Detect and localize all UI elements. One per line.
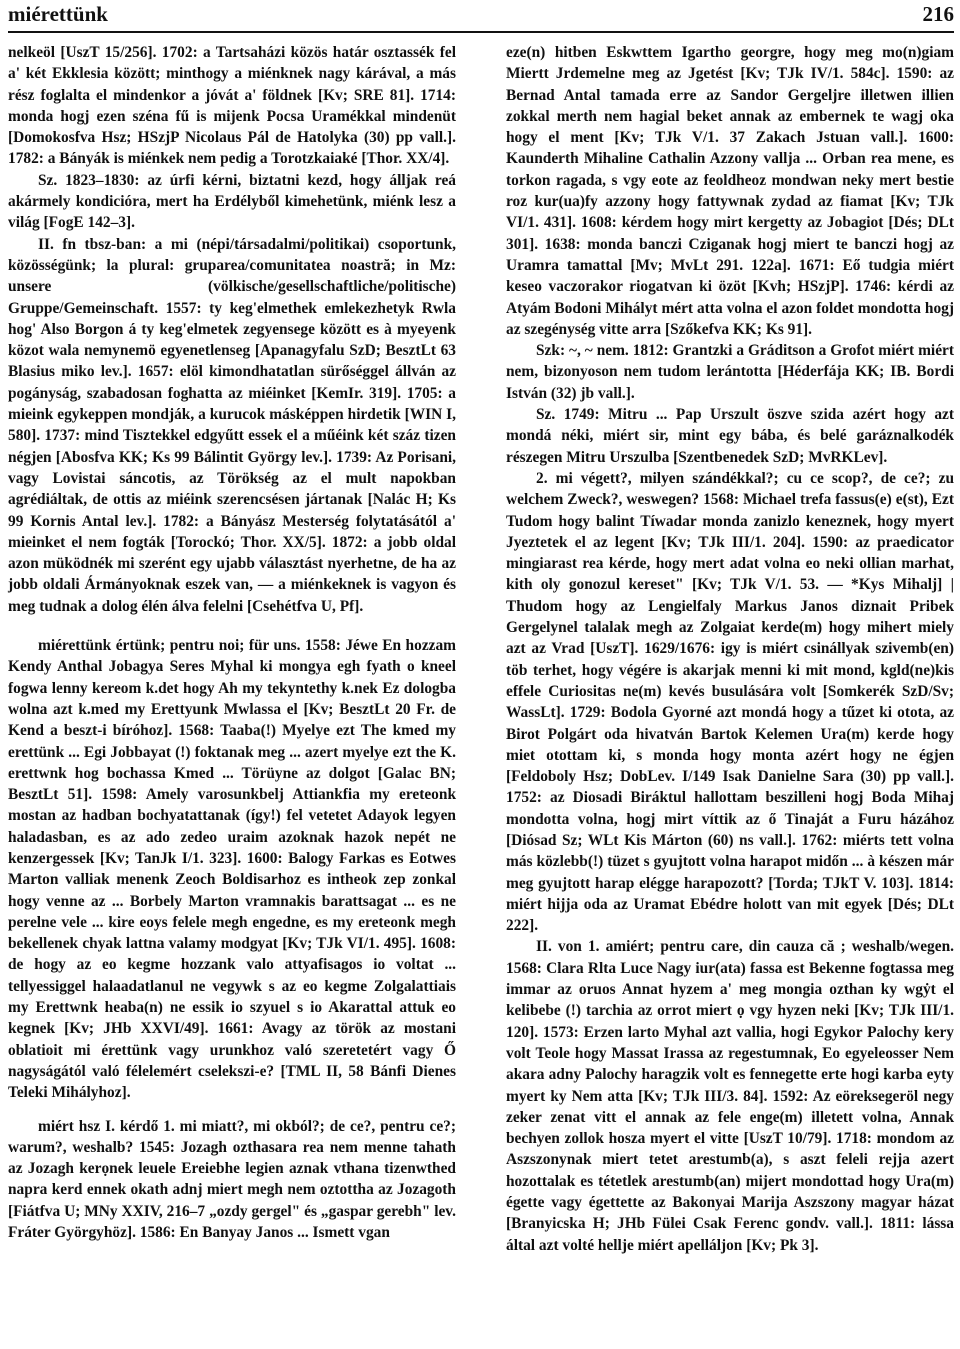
entry-miert: miért hsz I. kérdő 1. mi miatt?, mi okból?; de ce?, pentru ce?; warum?, weshalb? 1545: Jozagh ozthasara rea nem menne tahath az Jozagh kerọnek leuele Ereiebhe legien aznak vthana tizenwthed napra kerd ennek okath adnj miert megh nem oztottha az Jozagoth [Fiátfva U; MNy XXIV, 216–7 „ozdy gergel" és „gaspar gerebh" lev. Fráter Györgyhöz]. 1586: En Banyay Janos ... Ismett vgan (8, 1117, 456, 1242)
entry-miert-continued: eze(n) hitben Eskwttem Igartho georgre, hogy meg mo(n)giam Miertt Jrdemelne meg az Jgetést [Kv; TJk IV/1. 584c]. 1590: az Bernad Antal tamada erre az Sandor Gergeljre illetwen illien zokkal merth nem hagial beket annak az embernek te wagj oka hogy el ment [Kv; TJk V/1. 37 Zakach Jstuan vall.]. 1600: Kaunderth Mihaline Cathalin Azzony vallja ... Orban rea mene, es torkon ragada, s vgy eote az feoldheoz mondwan neky mert bestie roz kur(ua)fy azzony hogy fattywnak zydad az fiamat [Kv; TJk VI/1. 431]. 1608: kérdem hogy mirt kergetty az Jobagiot [Dés; DLt 301]. 1638: monda banczi Cziganak hogj miert te banczi hogj az Uramra tamattal [Mv; MvLt 291. 122a]. 1671: Eő tudgia miért keseo vaczorakor riogatvan ki özöt [Kvh; HSzjP]. 1746: kérdi az Atyám Bodoni Mihályt mért atta volna el azon foldet mondotta hogj az szegénység vitte arra [Szőkefva KK; Ks 91]. (506, 44, 954, 338)
header-rule (8, 31, 954, 33)
left-column (8, 42, 456, 1243)
entry-section-ii: II. fn tbsz-ban: a mi (népi/társadalmi/politikai) csoportunk, közösségünk; la plural: gruparea/comunitatea noastră; in Mz: unsere (völkische/gesellschaftliche/politische) Gruppe/Gemeinschaft. 1557: ty keg'elmethek emlekezhetyk Rwla hog' Also Borgon á ty keg'elmetek zegyensege között es à myeyenk közot wala nemynemö egyenetlenseg [Apanagyfalu SzD; BesztLt 63 Blasius miko lev.]. 1657: elöl kimondhatatlan sürőséggel állván az pogányság, szabadosan foghatta az miéinket [KemIr. 319]. 1705: a mieink egykeppen mondják, a kurucok másképpen hirdetik [WIN I, 580]. 1737: mind Tisztekkel edgyűtt essek el a műéink két száz tizen négjen [Abosfva KK; Ks 99 Bálintit György lev.]. 1739: Az Porisani, vagy Lovistai sáncotis, az Törökség az el mult napokban agrédiáltak, de ottis az miéink szerencsésen jártanak [Nalác H; Ks 99 Kornis Antal lev.]. 1782: a Bányász Mesterség folytatásától a' mieinket el nem fogták [Torockó; Thor. XX/5]. 1872: a jobb oldal azon müködnék mi szerént egy ujabb választást nyerhetne, de ha az jobb oldali Ármányoknak eszek van, — a miénkeknek is vagyon és meg tudnak a dolog élén álva felelni [Csehétfva U, Pf]. (8, 235, 456, 615)
entry-sz-paragraph: Sz. 1823–1830: az úrfi kérni, biztatni kezd, hogy álljak reá akármely kondicióra, mert ha Erdélyből kimehetünk, miénk lesz a világ [FogE 142–3]. (8, 171, 456, 232)
entry-szk-paragraph: Szk: ~, ~ nem. 1812: Grantzki a Gráditson a Grofot miért miért nem, bizonyoson nem tudom lerántotta [Héderfája KK; IB. Bordi István (32) jb vall.]. (506, 342, 954, 402)
page-number: 216 (922, 2, 954, 26)
page-header (8, 0, 954, 30)
entry-sz-paragraph-2: Sz. 1749: Mitru ... Pap Urszult öszve szida azért hogy azt mondá néki, miért sir, mint egy bába, és belé garáznalkodék részegen Mitru Urszulba [Szentbenedek SzD; MvRKLev]. (506, 406, 954, 466)
running-headword: miérettünk (8, 2, 108, 26)
entry-section-ii-conjunction: II. von 1. amiért; pentru care, din cauza că ; weshalb/wegen. 1568: Clara Rlta Luce Nagy iur(ata) fassa est Bekenne fogtassa meg immar az oruos Annat hyzem a' meg mongia ozthan ky wgẏt el kelibebe (!) tarchia az orrot miert ọ vgy hyzen neki [Kv; TJk III/1. 120]. 1573: Erzen larto Myhal azt vallia, hogi Egykor Palochy kery volt Teole hogy Massat Irassa az regestumnak, Eo egyeleosser Nem akara adny Palochy haragzik volt es fennegette erte hogi karba eyty myert ky Nem atta [Kv; TJk III/3. 84]. 1592: Az eöreksegeröl negy zeker zenat vitt el annak az fele enge(m) illetett volna, Annak bechyen zollok hosza myert el vitte [UszT 10/79]. 1718: mondom az Aszszonynak miert tetet arestumb(a), s aszt feleli rejja azert hozottalak es tétetlek arestumb(an) mijert mondottad hogy Ura(m) égette vagy égettette az Bakonyai Marija Aszszony magyar házat [Branyicska H; JHb Fülei Csak Ferenc gondv. vall.]. 1811: lássa által azt volté hellje miért apelláljon [Kv; Pk 3]. (506, 938, 954, 1254)
entry-continuation: nelkeöl [UszT 15/256]. 1702: a Tartsaházi közös határ osztassék fel a' két Ekklesia között; minthogy a miénknek nagy kárával, a más rész foglalta el mindenkor a jóvát a' földnek [Kv; SRE 81]. 1714: monda hogj ezen széna fű is mijenk Pocsa Uramékkal mindenüt [Domokosfva Hsz; HSzjP Nicolaus Pál de Hatolyka (30) pp vall.]. 1782: a Bányák is miénkek nem pedig a Torotzkaiaké [Thor. XX/4]. (8, 44, 456, 168)
right-column (506, 42, 954, 1256)
entry-mierettunk: miérettünk értünk; pentru noi; für uns. 1558: Jéwe En hozzam Kendy Anthal Jobagya Seres Myhal ki mongya egh fyath o kneel fogwa lenny kereom k.det hogy Ah my tekyntethy k.nek Ez dologba wolna azt k.med my Erettyunk Mwlassa el [Kv; BesztLt 20 Fr. de Kend a beszt-i bíróhoz]. 1568: Taaba(!) Myelye ezt The kmed my erettünk ... Egi Jobbayat (!) foktanak meg ... azert myelye ezt the K. erettwnk hog bochassa Kmed ... Törüyne az dolgot [Galac BN; BesztLt 51]. 1598: Amely varosunkbelj Attiankfia my ereteonk mostan az hadban bochyatattanak (így!) fel vetetet Adayok legyen haladasban, es az ado zedeo uraim azoknak hazok nepét ne kenzergessek [Kv; TanJk I/1. 323]. 1600: Balogy Farkas es Eotwes Marton valliak menenk Zeoch Boldisarhoz es intheok zep zonkal hogy venne az ... Borbely Marton vramnakis barattsagat ... es ne perelne vele ... kire eoys felele megh engedne, es my ereteonk megh bekellenek chyak lattna valamy modgyat [Kv; TJk VI/1. 495]. 1608: de hogy az eo kegme hozzank valo attyafisagos io voltat ... tellyessiggel halaadatlanul ne vegywk s az eo kegme Zolgalattiais my Erettwnk heaba(n) ne essik io szyuel s io Akarattal attuk eo kegnek [Kv; JHb XXVI/49]. 1661: Avagy az török az mostani oblatioit mi érettünk vagy urunkhoz való szeretetért vagy Ő nagyságától való félelemért cselekszi-e? [TML II, 58 Bánfi Dienes Teleki Mihályhoz]. (8, 637, 456, 1102)
entry-sense-2: 2. mi végett?, milyen szándékkal?; cu ce scop?, de ce?; zu welchem Zweck?, weswegen? 1568: Michael trefa fassus(e) e(st), Ezt Tudom hogy balint Tíwadar monda zanizlo keneznek, hogy myert Jyeztetek el az legent [Kv; TJk III/1. 204]. 1590: az praedicator mingiarast rea kérde, hogy mert adat volna eo neki ollian marhat, kith oly gonozul kereset" [Kv; TJk V/1. 53. — *Kys Mihalj] | Thudom hogy az Lengielfaly Markus Janos diznait Pribek Gergelynel talalak megh az Zolgaiat kerde(m) hogy mihert miely azt az Vrad [UszT]. 1629/1676: igy is miért csinállyak szivemb(en) töb terhet, hogy végére is akarjak menni ki mit mond, kgld(ne)kis effele Curiositas ne(m) kevés busulására volt [Somkerék SzD/Sv; WassLt]. 1729: Bodola Gyorné azt mondá hogy a tűzet ki otota, az Birot Polgárt oda hivatván Bartok Kelemen Ura(m) kerde hogy miet otottam ki, s monda hogy monta azért hogy ne égjen [Feldoboly Hsz; DobLev. I/149 Isak Danielne Sara (30) pp vall.]. 1752: az Diosadi Biráktul hallottam beszilleni hogj Boda Mihaj mondotta volna, hogj mirt víttik az ő Tinaját a Furu házához [Diósad Sz; WLt Kis Márton (60) ns vall.]. 1762: miérts tett volna más közlebb(!) tüzet s gyujtott volna harapot midőn ... à készen már meg gyujtott harap elégge harapozott? [Torda; TJkT V. 103]. 1814: miért hijja oda az Uramat Ebédre holott van mit egyek [Dés; DLt 222]. (506, 469, 954, 935)
